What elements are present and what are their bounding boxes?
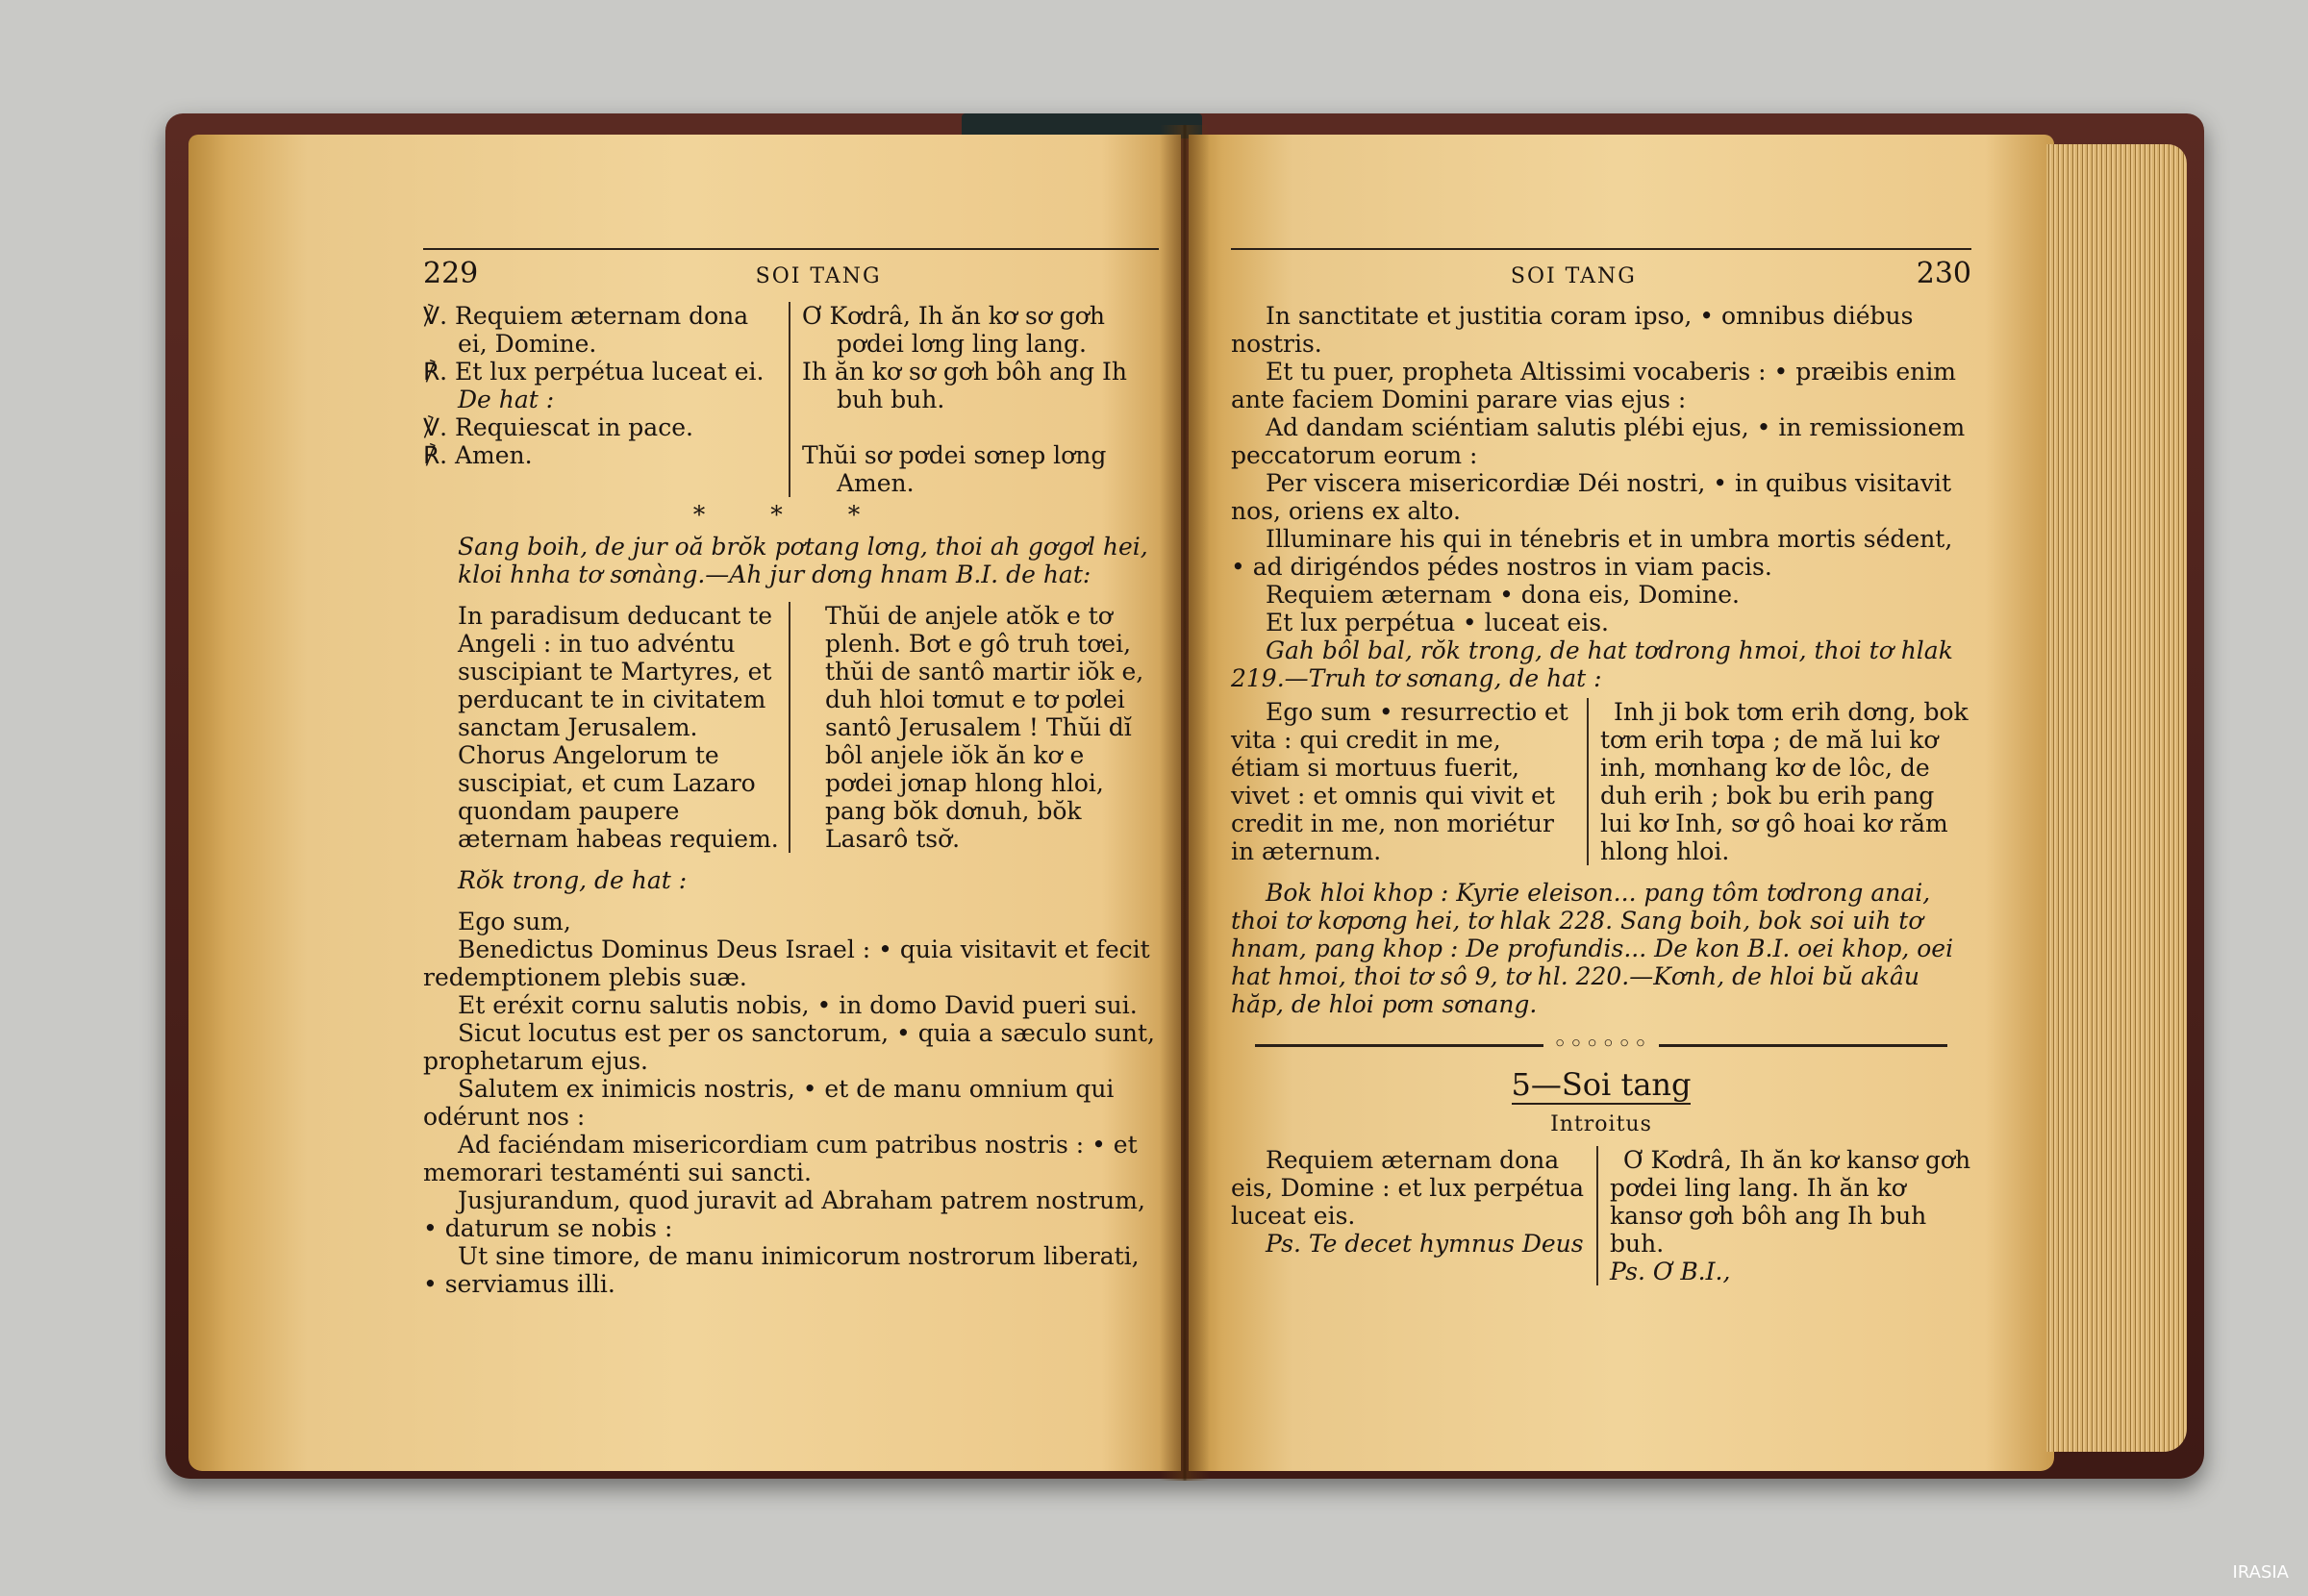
verse: Benedictus Dominus Deus Israel : • quia visitavit et fecit redemptionem plebis suæ. [423,935,1150,991]
verse: Ad dandam sciéntiam salutis plébi ejus, • in remissionem peccatorum eorum : [1231,413,1966,469]
left-page [423,248,1159,1298]
verse: Ad faciéndam misericordiam cum patribus nostris : • et memorari testaménti sui sancti. [423,1131,1138,1186]
page-number-229: 229 [423,257,479,290]
ornament-line-left [1255,1044,1543,1047]
ego-sum-columns [1231,698,1971,865]
running-head: SOI TANG [755,264,882,288]
verse: Salutem ex inimicis nostris, • et de manu omnium qui odérunt nos : [423,1075,1115,1131]
local-response-1: Ih ăn kơ sơ gơh bôh ang Ih buh buh. [802,358,1127,413]
header-rule [1231,248,1971,250]
right-page [1231,248,1971,1285]
page-number-230: 230 [1916,257,1971,290]
verse: Per viscera misericordiæ Déi nostri, • in quibus visitavit nos, oriens ex alto. [1231,469,1952,525]
asterism: * * * [692,501,890,529]
latin-column [423,302,779,497]
paradisum-columns [423,602,1159,853]
introitus-psalm-local: Ps. Ơ B.I., [1610,1258,1731,1285]
rubric-kyrie: Bok hloi khop : Kyrie eleison... pang tôm tơdrong anai, thoi tơ kơpơng hei, tơ hlak 228. Sang boih, bok soi uih tơ hnam, pang khop : De profundis... De kon B.I. oei khop, oei hat hmoi, thoi tơ sô 9, tơ hl. 220.—Kơnh, de hloi bŭ akâu hăp, de hloi pơm sơnang. [1231,879,1954,1018]
page-edges [2046,144,2187,1452]
running-head: SOI TANG [1510,264,1637,288]
response-2: ℟. Amen. [423,441,533,469]
introitus-latin-text: Requiem æternam dona eis, Domine : et lux perpétua luceat eis. [1231,1146,1585,1230]
verse: Et lux perpétua • luceat eis. [1266,609,1609,636]
ego-sum-local [1587,698,1971,865]
versicle-1: ℣. Requiem æternam dona ei, Domine. [423,302,749,358]
left-page-header [423,257,1159,290]
ego-sum-latin [1231,698,1577,865]
paradisum-local [789,602,1159,853]
section-title-text: 5—Soi tang [1511,1066,1692,1103]
introitus-local [1596,1146,1971,1285]
ornament-center: ◦◦◦◦◦◦ [1552,1030,1650,1058]
ego-sum-latin-text: Ego sum • resurrectio et vita : qui credit in me, étiam si mortuus fuerit, vivet : et omnis qui vivit et credit in me, non moriétur in æternum. [1231,698,1568,865]
verse: In sanctitate et justitia coram ipso, • omnibus diébus nostris. [1231,302,1914,358]
section-title [1231,1066,1971,1103]
verse: Et tu puer, propheta Altissimi vocaberis : • præibis enim ante faciem Domini parare vias ejus : [1231,358,1957,413]
response-1: ℟. Et lux perpétua luceat ei. [423,358,765,386]
introitus-columns [1231,1146,1971,1285]
paradisum-local-text: Thŭi de anjele atŏk e tơ plenh. Bơt e gô truh tơei, thŭi de santô martir iŏk e, duh hloi tơmut e tơ pơlei santô Jerusalem ! Thŭi dĭ bôl anjele iŏk ăn kơ e pơdei jơnap hlong hloi, pang bŏk dơnuh, bŏk Lasarô tsơ̆. [825,602,1144,853]
rubric-de-hat: De hat : [458,386,555,413]
ornament-line-right [1659,1044,1947,1047]
canticle-verses [1231,302,1971,636]
introitus-psalm-latin: Ps. Te decet hymnus Deus [1266,1230,1584,1258]
ornament-rule [1231,1030,1971,1058]
introitus-latin [1231,1146,1587,1285]
header-rule [423,248,1159,250]
local-versicle-2: Thŭi sơ pơdei sơnep lơng Amen. [802,441,1107,497]
paradisum-latin [423,602,779,853]
book-gutter [1160,125,1210,1481]
watermark: IRASIA [2232,1562,2289,1583]
responsory-columns [423,302,1159,497]
verse: Requiem æternam • dona eis, Domine. [1266,581,1740,609]
introitus-local-text: Ơ Kơdrâ, Ih ăn kơ kansơ gơh pơdei ling lang. Ih ăn kơ kansơ gơh bôh ang Ih buh buh. [1610,1146,1971,1258]
right-page-header [1231,257,1971,290]
local-versicle-1: Ơ Kơdrâ, Ih ăn kơ sơ gơh pơdei lơng ling lang. [802,302,1105,358]
ego-sum-local-text: Inh ji bok tơm erih dơng, bok tơm erih tơpa ; de mă lui kơ inh, mơnhang kơ de lôc, de duh erih ; bok bu erih pang lui kơ Inh, sơ gô hoai kơ răm hlong hloi. [1600,698,1969,865]
verse: Ut sine timore, de manu inimicorum nostrorum liberati, • serviamus illi. [423,1242,1140,1298]
paradisum-latin-text: In paradisum deducant te Angeli : in tuo advéntu suscipiant te Martyres, et perducant te in civitatem sanctam Jerusalem. Chorus Angelorum te suscipiat, et cum Lazaro quondam paupere æternam habeas requiem. [458,602,779,853]
introitus-heading: Introitus [1550,1112,1652,1136]
benedictus-verses [423,908,1159,1298]
rubric-procession: Sang boih, de jur oă brŏk pơtang lơng, thoi ah gơgơl hei, kloi hnha tơ sơnàng.—Ah jur dơng hnam B.I. de hat: [458,533,1148,588]
verse: Et eréxit cornu salutis nobis, • in domo David pueri sui. [458,991,1138,1019]
verse: Jusjurandum, quod juravit ad Abraham patrem nostrum, • daturum se nobis : [423,1186,1145,1242]
local-column [789,302,1159,497]
verse: Sicut locutus est per os sanctorum, • quia a sæculo sunt, prophetarum ejus. [423,1019,1155,1075]
verse: Illuminare his qui in ténebris et in umbra mortis sédent, • ad dirigéndos pédes nostros in viam pacis. [1231,525,1953,581]
rubric-gah-bol-bal: Gah bôl bal, rŏk trong, de hat tơdrong hmoi, thoi tơ hlak 219.—Truh tơ sơnang, de hat : [1231,636,1953,692]
versicle-2: ℣. Requiescat in pace. [423,413,693,441]
verse: Ego sum, [458,908,571,935]
rubric-rok-trong: Rŏk trong, de hat : [458,866,688,894]
